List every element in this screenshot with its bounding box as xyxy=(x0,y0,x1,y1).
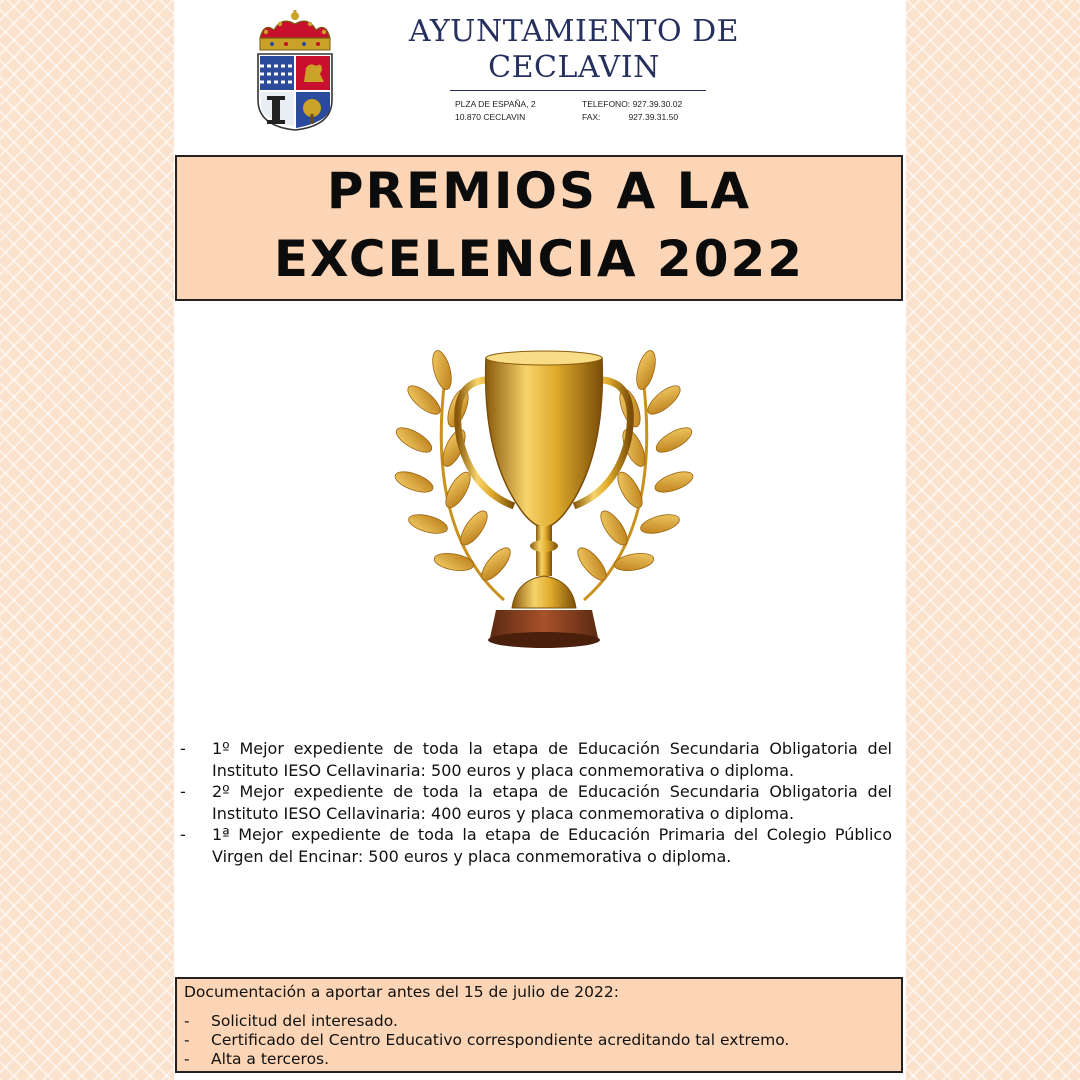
organization-name-line1: AYUNTAMIENTO DE xyxy=(408,14,740,49)
list-bullet: - xyxy=(180,782,186,801)
list-item xyxy=(180,781,892,824)
title-line2: EXCELENCIA 2022 xyxy=(273,230,805,288)
documentation-box xyxy=(175,977,903,1073)
list-bullet: - xyxy=(184,1012,190,1030)
list-bullet: - xyxy=(184,1031,190,1049)
list-item xyxy=(184,1012,398,1030)
list-item xyxy=(184,1050,329,1068)
prize-text: 1º Mejor expediente de toda la etapa de Educación Secundaria Obligatoria del Instituto IESO Cellavinaria: 500 euros y placa conmemorativa o diploma. xyxy=(212,739,892,780)
phone-label: TELEFONO: xyxy=(582,99,631,109)
notice-page xyxy=(174,0,906,1080)
address-line1: PLZA DE ESPAÑA, 2 xyxy=(455,99,536,109)
fax-value: 927.39.31.50 xyxy=(628,112,679,122)
fax-row xyxy=(582,111,682,124)
list-bullet: - xyxy=(180,739,186,758)
fax-label: FAX: xyxy=(582,112,601,122)
address-line2: 10.870 CECLAVIN xyxy=(455,112,526,122)
organization-name-line2: CECLAVIN xyxy=(488,50,660,85)
phone-value: 927.39.30.02 xyxy=(632,99,683,109)
list-bullet: - xyxy=(184,1050,190,1068)
title-line1: PREMIOS A LA xyxy=(326,162,752,220)
documentation-heading: Documentación a aportar antes del 15 de julio de 2022: xyxy=(184,983,619,1001)
header-divider xyxy=(450,90,706,91)
organization-name xyxy=(364,14,784,86)
prize-list xyxy=(180,738,892,867)
title-box xyxy=(175,155,903,301)
documentation-item-text: Alta a terceros. xyxy=(211,1050,330,1068)
documentation-item-text: Certificado del Centro Educativo correspondiente acreditando tal extremo. xyxy=(211,1031,790,1049)
list-item xyxy=(184,1031,789,1049)
trophy-laurel-icon xyxy=(384,330,704,670)
address-block xyxy=(455,98,536,124)
documentation-item-text: Solicitud del interesado. xyxy=(211,1012,398,1030)
list-bullet: - xyxy=(180,825,186,844)
contact-block xyxy=(582,98,682,124)
prize-text: 2º Mejor expediente de toda la etapa de Educación Secundaria Obligatoria del Instituto IESO Cellavinaria: 400 euros y placa conmemorativa o diploma. xyxy=(212,782,892,823)
prize-text: 1ª Mejor expediente de toda la etapa de Educación Primaria del Colegio Público Virgen del Encinar: 500 euros y placa conmemorativa o diploma. xyxy=(212,825,892,866)
phone-row xyxy=(582,98,682,111)
list-item xyxy=(180,738,892,781)
coat-of-arms-icon xyxy=(254,8,336,132)
list-item xyxy=(180,824,892,867)
